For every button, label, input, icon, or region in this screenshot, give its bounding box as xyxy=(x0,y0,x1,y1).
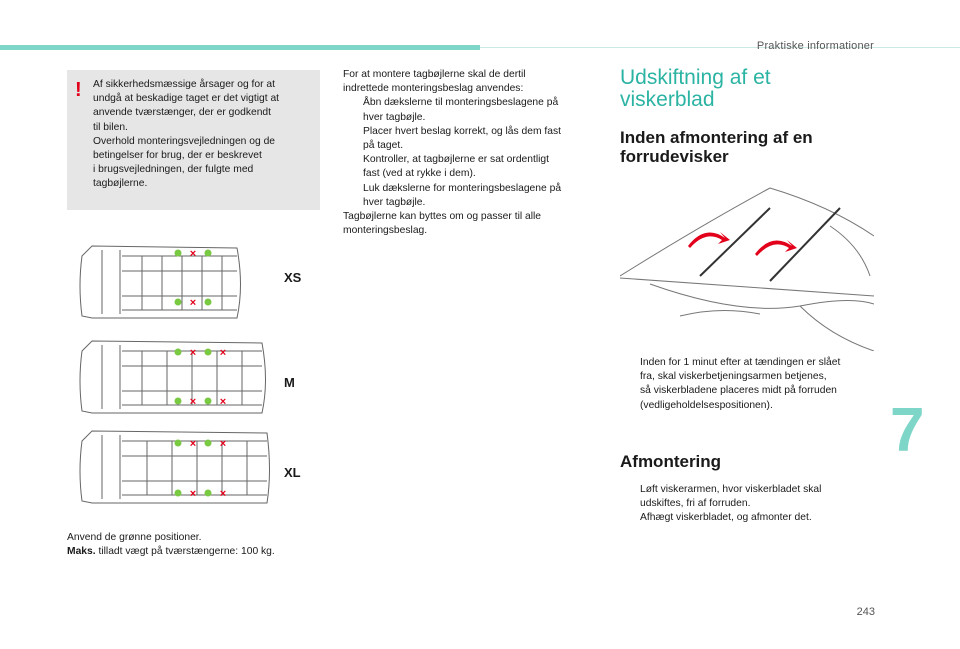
exclamation-icon: ! xyxy=(75,79,82,101)
svg-text:×: × xyxy=(219,347,227,359)
before-step-text: Inden for 1 minut efter at tændingen er slået fra, skal viskerbetjeningsarmen betjenes, så viskerbladene placeres midt på forruden (vedligeholdelsespositionen). xyxy=(640,357,841,411)
svg-text:×: × xyxy=(189,248,197,260)
svg-text:×: × xyxy=(189,297,197,309)
before-step xyxy=(620,356,880,413)
svg-text:×: × xyxy=(219,438,227,450)
roof-bar-diagram-svg xyxy=(72,226,272,516)
chapter-number: 7 xyxy=(890,396,925,465)
header-divider xyxy=(480,47,960,48)
mounting-step-text: Luk dækslerne for monteringsbeslagene på hver tagbøjle. xyxy=(363,182,562,208)
mounting-step xyxy=(343,153,603,181)
svg-text:×: × xyxy=(189,488,197,500)
mounting-step-text: Åbn dækslerne til monteringsbeslagene på hver tagbøjle. xyxy=(363,97,559,123)
mounting-step xyxy=(343,125,603,153)
caption-rest: tilladt vægt på tværstængerne: 100 kg. xyxy=(95,546,275,558)
page-title: Udskiftning af et viskerblad xyxy=(620,66,771,111)
mounting-step-text: Placer hvert beslag korrekt, og lås dem fast på taget. xyxy=(363,125,562,152)
header-accent-bar xyxy=(0,45,480,50)
caption-line-1: Anvend de grønne positioner. xyxy=(67,532,202,543)
van-m-diagram xyxy=(80,341,266,413)
mounting-instructions xyxy=(343,68,603,238)
size-label-m: M xyxy=(284,375,295,390)
section-title: Praktiske informationer xyxy=(756,40,874,52)
wiper-svg xyxy=(620,186,874,351)
diagram-caption xyxy=(67,531,327,559)
warning-box xyxy=(67,70,320,210)
caption-bold: Maks. xyxy=(67,546,96,558)
windscreen-wiper-illustration xyxy=(620,186,874,351)
page-number: 243 xyxy=(856,606,875,618)
warning-text: Af sikkerhedsmæssige årsager og for at undgå at beskadige taget er det vigtigt at anvende tværstænger, der er godkendt til bilen. Overhold monteringsvejledningen og de betingelser for brug, der er beskrevet i brugsvejledningen, der fulgte med tagbøjlerne. xyxy=(93,79,280,190)
removal-step-text: Løft viskerarmen, hvor viskerbladet skal udskiftes, fri af forruden. xyxy=(640,484,822,510)
svg-text:×: × xyxy=(189,438,197,450)
mounting-outro: Tagbøjlerne kan byttes om og passer til alle monteringsbeslag. xyxy=(343,211,542,237)
removal-steps xyxy=(620,483,880,526)
mounting-step-text: Kontroller, at tagbøjlerne er sat ordentligt fast (ved at rykke i dem). xyxy=(363,154,550,180)
van-xs-diagram xyxy=(80,246,241,318)
svg-text:×: × xyxy=(219,396,227,408)
mounting-step xyxy=(343,96,603,124)
caption-line-2 xyxy=(67,545,327,559)
mounting-intro: For at montere tagbøjlerne skal de dertil indrettede monteringsbeslag anvendes: xyxy=(343,69,526,95)
heading-removal: Afmontering xyxy=(620,452,722,471)
before-removal-step xyxy=(620,356,880,413)
size-label-xs: XS xyxy=(284,270,302,285)
svg-text:×: × xyxy=(189,347,197,359)
heading-before-removal: Inden afmontering af en forrudevisker xyxy=(620,128,813,166)
size-label-xl: XL xyxy=(284,465,301,480)
roof-bar-diagrams xyxy=(72,226,322,516)
svg-text:×: × xyxy=(189,396,197,408)
svg-text:×: × xyxy=(219,488,227,500)
removal-step xyxy=(620,483,880,511)
removal-step xyxy=(620,511,880,525)
mounting-step xyxy=(343,182,603,210)
removal-step-text: Afhægt viskerbladet, og afmonter det. xyxy=(640,512,812,524)
